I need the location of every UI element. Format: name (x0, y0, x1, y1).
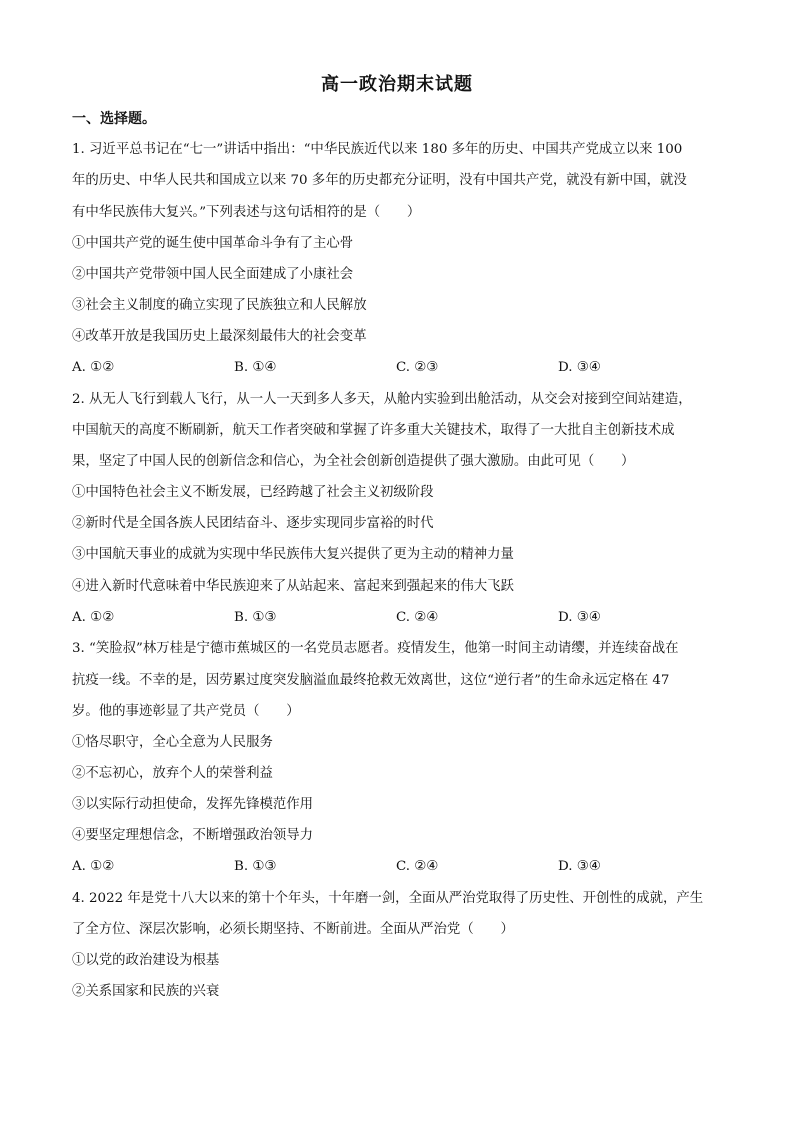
section-heading: 一、选择题。 (72, 111, 156, 127)
question-2-stem-line-1: 2. 从无人飞行到载人飞行，从一人一天到多人多天，从舱内实验到出舱活动，从交会对接到空间站建造， (72, 392, 692, 407)
page-title: 高一政治期末试题 (321, 74, 473, 95)
question-3-item-3: ③以实际行动担使命，发挥先锋模范作用 (72, 797, 314, 812)
question-3-item-4: ④要坚定理想信念，不断增强政治领导力 (72, 828, 314, 843)
question-3-option-d: D. ③④ (558, 859, 601, 874)
question-1-option-d: D. ③④ (558, 360, 601, 375)
question-4-stem-line-2: 了全方位、深层次影响，必须长期坚持、不断前进。全面从严治党（ ） (72, 922, 514, 937)
question-4-item-1: ①以党的政治建设为根基 (72, 953, 220, 968)
question-3-stem-line-2: 抗疫一线。不幸的是，因劳累过度突发脑溢血最终抢救无效离世，这位“逆行者”的生命永远定格在 47 (72, 673, 670, 688)
question-1-item-4: ④改革开放是我国历史上最深刻最伟大的社会变革 (72, 329, 367, 344)
question-1-stem-line-3: 有中华民族伟大复兴。”下列表述与这句话相符的是（ ） (72, 205, 421, 220)
question-3-option-a: A. ①② (72, 859, 115, 874)
question-2-item-1: ①中国特色社会主义不断发展，已经跨越了社会主义初级阶段 (72, 485, 434, 500)
question-3-option-c: C. ②④ (396, 859, 439, 874)
question-1-stem-line-2: 年的历史、中华人民共和国成立以来 70 多年的历史都充分证明，没有中国共产党，就没有新中国，就没 (72, 173, 687, 188)
question-2-option-d: D. ③④ (558, 610, 601, 625)
question-3-stem-line-3: 岁。他的事迹彰显了共产党员（ ） (72, 704, 300, 719)
question-2-stem-line-3: 果，坚定了中国人民的创新信念和信心，为全社会创新创造提供了强大激励。由此可见（ ） (72, 454, 635, 469)
question-3-item-1: ①恪尽职守，全心全意为人民服务 (72, 735, 273, 750)
question-2-stem-line-2: 中国航天的高度不断刷新，航天工作者突破和掌握了许多重大关键技术，取得了一大批自主创新技术成 (72, 423, 675, 438)
question-2-option-c: C. ②④ (396, 610, 439, 625)
question-4-item-2: ②关系国家和民族的兴衰 (72, 984, 220, 999)
question-3-stem-line-1: 3. “笑脸叔”林万桂是宁德市蕉城区的一名党员志愿者。疫情发生，他第一时间主动请缨，并连续奋战在 (72, 641, 679, 656)
question-1-item-1: ①中国共产党的诞生使中国革命斗争有了主心骨 (72, 236, 354, 251)
question-1-option-c: C. ②③ (396, 360, 439, 375)
question-2-option-a: A. ①② (72, 610, 115, 625)
question-1-option-a: A. ①② (72, 360, 115, 375)
question-2-item-2: ②新时代是全国各族人民团结奋斗、逐步实现同步富裕的时代 (72, 516, 434, 531)
question-2-option-b: B. ①③ (234, 610, 277, 625)
question-3-option-b: B. ①③ (234, 859, 277, 874)
question-2-item-4: ④进入新时代意味着中华民族迎来了从站起来、富起来到强起来的伟大飞跃 (72, 579, 514, 594)
question-2-item-3: ③中国航天事业的成就为实现中华民族伟大复兴提供了更为主动的精神力量 (72, 547, 514, 562)
question-1-option-b: B. ①④ (234, 360, 277, 375)
question-1-stem-line-1: 1. 习近平总书记在“七一”讲话中指出：“中华民族近代以来 180 多年的历史、中国共产党成立以来 100 (72, 142, 683, 157)
question-1-item-2: ②中国共产党带领中国人民全面建成了小康社会 (72, 267, 354, 282)
question-3-item-2: ②不忘初心，放弃个人的荣誉利益 (72, 766, 273, 781)
question-4-stem-line-1: 4. 2022 年是党十八大以来的第十个年头，十年磨一剑，全面从严治党取得了历史性、开创性的成就，产生 (72, 891, 704, 906)
question-1-item-3: ③社会主义制度的确立实现了民族独立和人民解放 (72, 298, 367, 313)
